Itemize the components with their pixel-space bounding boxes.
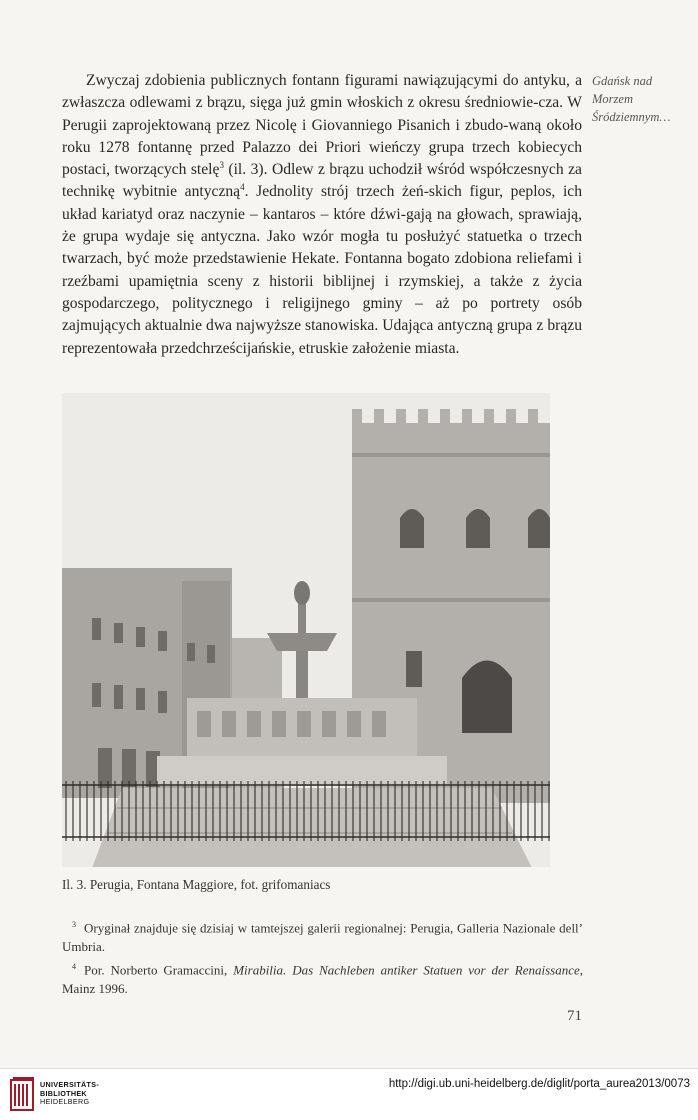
footnote-ref-4[interactable]: 4 [240, 182, 245, 193]
text-line: a zwłaszcza odlewami z brązu, sięga już gmin włoskich z okresu średniowie- [62, 72, 582, 112]
university-library-logo-icon[interactable] [10, 1076, 36, 1112]
footnote-number: 3 [72, 920, 76, 929]
text-line: (il. 3). Odlew z brązu uchodził wśród [228, 161, 465, 179]
text-line: skich figur, peplos, ich układ kariatyd oraz naczynie – kantaros – które dźwi- [62, 183, 582, 223]
library-name-line: UNIVERSITÄTS- [40, 1080, 100, 1089]
text-line: Fontanna bogato zdobiona reliefami i rzeźbami upamiętnia sceny z historii [62, 250, 582, 290]
fountain-photo-illustration [62, 393, 550, 867]
text-line: założenie miasta. [352, 339, 460, 357]
footnote-text: , Mainz 1996. [62, 962, 583, 997]
footnotes [62, 916, 583, 1001]
text-line: cza. W Perugii zaprojektowaną przez Nicolę i Giovanniego Pisanich i zbudo- [62, 94, 582, 134]
text-line: gają na głowach, sprawiają, że grupa wydaje się antyczna. Jako wzór mogła [62, 205, 582, 246]
text-line: gminy – aż po portrety osób zajmujących aktualnie dwa najwyższe stanowiska. [62, 294, 583, 335]
text-line: kobiecych postaci, tworzących stelę [62, 138, 583, 179]
figure-photo [62, 393, 550, 867]
page-number: 71 [567, 1008, 582, 1024]
footnote-text: Oryginał znajduje się dzisiaj w tamtejszej galerii regionalnej: Perugia, Galleria Nazionale dell’ Umbria. [62, 920, 583, 954]
text-line: Udająca antyczną grupa z brązu reprezentowała przedchrześcijańskie, etruskie [62, 317, 582, 357]
library-name-line: BIBLIOTHEK [40, 1088, 87, 1098]
margin-note-line: Śródziemnym… [592, 110, 671, 124]
margin-note [592, 72, 692, 126]
margin-note-line: Morzem [592, 92, 633, 106]
library-name-line: HEIDELBERG [40, 1097, 90, 1107]
footnote-ref-3[interactable]: 3 [219, 160, 224, 170]
text-line: waną około roku 1278 fontannę przed Palazzo dei Priori wieńczy grupa trzech [62, 116, 583, 156]
footnote-text: Por. Norberto Gramaccini, [84, 962, 234, 978]
text-line: . Jednolity strój trzech żeń- [244, 183, 429, 201]
footnote-title: Mirabilia. Das Nachleben antiker Statuen vor der Renaissance [233, 962, 580, 978]
footnote-number: 4 [72, 962, 76, 972]
permalink-url[interactable]: http://digi.ub.uni-heidelberg.de/diglit/porta_aurea2013/0073 [388, 1078, 690, 1090]
text-line: Zwyczaj zdobienia publicznych fontann figurami nawiązującymi do antyku, [86, 72, 570, 89]
footer-bar [0, 1068, 698, 1120]
library-name[interactable] [40, 1081, 99, 1107]
figure-caption: Il. 3. Perugia, Fontana Maggiore, fot. grifomaniacs [62, 877, 331, 892]
margin-note-line: Gdańsk nad [592, 74, 653, 88]
text-line: biblijnej i rzymskiej, a także z życia gospodarczego, politycznego i religijnego [62, 272, 583, 312]
footnote-3 [62, 916, 583, 956]
text-line: tu posłużyć statuetka o trzech twarzach, być może przedstawienie Hekate. [62, 228, 582, 268]
text-line: współczesnych za technikę wybitnie antyczną [62, 161, 582, 201]
body-paragraph [62, 70, 582, 360]
footnote-4 [62, 958, 583, 998]
